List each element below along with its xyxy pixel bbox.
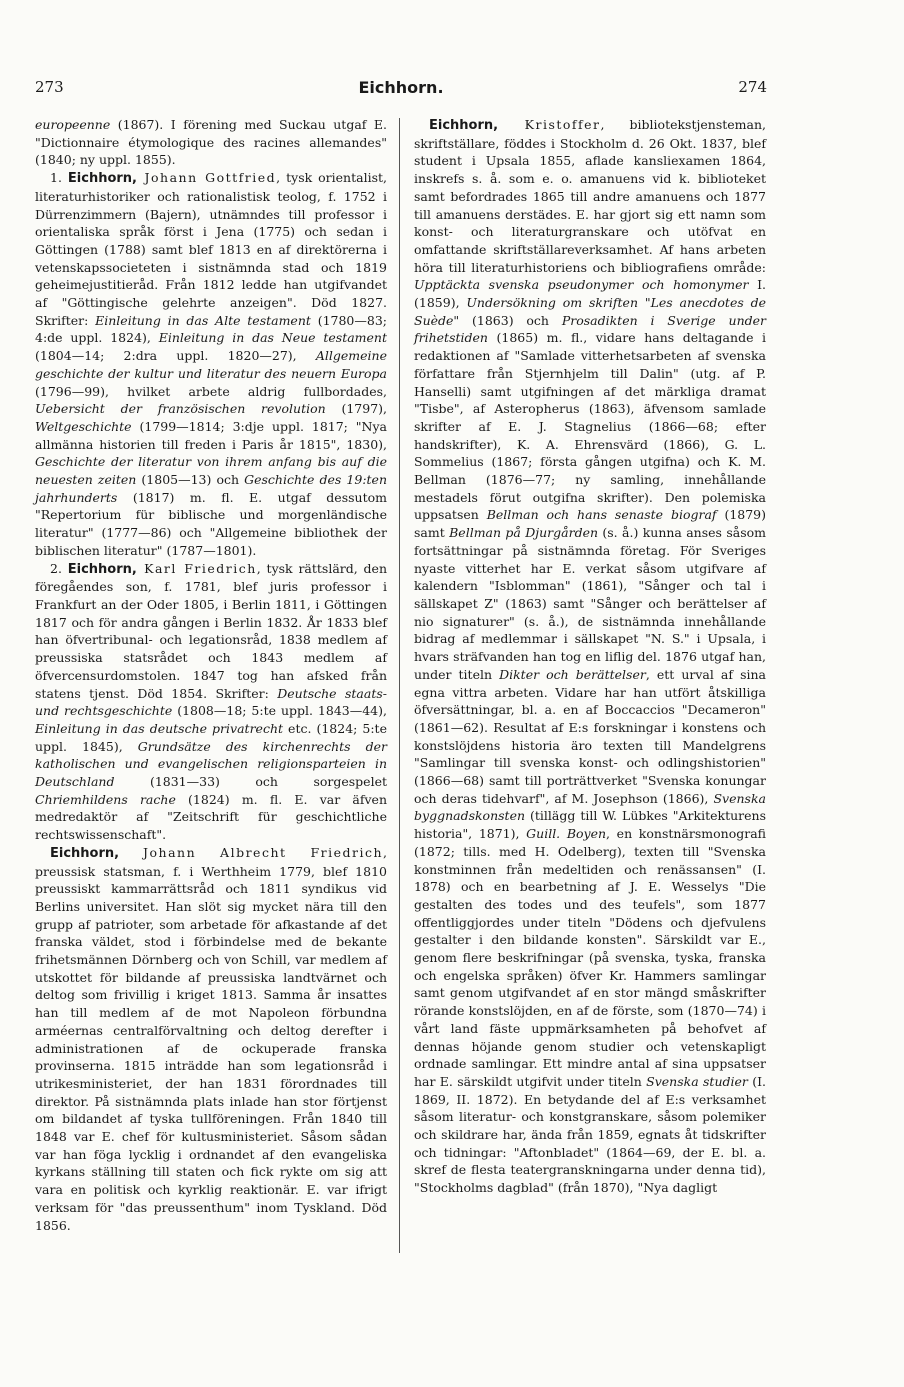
entry-text: (1865) m. fl., vidare hans deltagande i redaktionen af "Samlade vitterhetsarbeten af svenska författare från Stjernhjelm till Dalin" (utg. af P. Hanselli) samt utgifningen af det märkliga dramat "Tisbe", af Asteropherus (1863), äfvensom samlade skrifter af E. J. Stagnelius (1866—68; efter handskrifter), K. A. Ehrensvärd (1866), G. L. Sommelius (1867; första gången utgifna) och K. M. Bellman (1876—77; ny samling, innehållande mestadels förut outgifna skrifter). Den polemiska uppsatsen <box>414 330 766 523</box>
work-title: Bellman och hans senaste biograf <box>486 507 717 523</box>
entry-text: (1780—83; 4:de uppl. 1824), <box>35 312 388 346</box>
entry-given-names: Kristoffer <box>498 117 601 132</box>
work-title: Grundsätze des kirchenrechts der katholischen und evangelischen religionsparteien in Deutschland <box>35 738 387 790</box>
entry-text: etc. (1824; 5:te uppl. 1845), <box>35 720 387 754</box>
entry-text: (1808—18; 5:te uppl. 1843—44), <box>172 703 387 719</box>
entry-headword: Eichhorn, <box>67 561 137 577</box>
entry-text: , tysk rättslärd, den föregåendes son, f. 1781, blef juris professor i Frankfurt an der Oder 1805, i Berlin 1811, i Göttingen 1817 och för andra gången i Berlin 1832. År 1833 blef han öfvertribunal- och legationsråd, 1838 medlem af preussiska statsrådet och 1843 medlem af öfvercensurdomstolen. 1847 tog han afsked från statens tjenst. Död 1854. Skrifter: <box>35 560 387 701</box>
page-number-left: 273 <box>35 78 64 96</box>
entry-text: (tillägg till W. Lübkes "Arkitekturens historia", 1871), <box>414 808 766 842</box>
work-title: Svenska byggnadskonsten <box>414 790 766 824</box>
entry-eichhorn-johann-gottfried <box>35 169 387 559</box>
work-title: Upptäckta svenska pseudonymer och homonymer <box>414 277 749 293</box>
entry-headword: Eichhorn, <box>50 845 120 861</box>
entry-text: (1831—33) och sorgespelet <box>114 774 387 790</box>
entry-text: (1804—14; 2:dra uppl. 1820—27), <box>35 348 316 364</box>
work-title: Weltgeschichte <box>35 418 132 434</box>
work-title: Bellman på Djurgården <box>449 525 599 541</box>
work-title: Einleitung in das Alte testament <box>95 312 311 328</box>
page-number-right: 274 <box>738 78 767 96</box>
entry-text: , bibliotekstjensteman, skriftställare, föddes i Stockholm d. 26 Okt. 1837, blef student i Upsala 1855, aflade kansliexamen 1864, inskrefs s. å. som e. o. amanuens vid k. biblioteket samt befordrades 1865 till andre amanuens och 1877 till amanuens derstädes. E. har gjort sig ett namn som konst- och literaturgranskare och utöfvat en omfattande skriftställareverksamhet. Af hans arbeten höra till literaturhistoriens och bibliografiens område: <box>414 117 766 275</box>
entry-text: , ett urval af sina egna vittra arbeten. Vidare har han utfört åtskilliga öfversättningar, bl. a. en af Boccaccios "Decameron" (1861—62). Resultat af E:s forskningar i konstens och konstslöjdens historia äro texten till Mandelgrens "Samlingar till svenska konst- och odlingshistorien" (1866—68) samt till porträttverket "Svenska konungar och deras tidehvarf", af M. Josephson (1866), <box>414 666 766 806</box>
page-header <box>35 78 767 102</box>
entry-text: (1799—1814; 3:dje uppl. 1817; "Nya allmänna historien till freden i Paris år 1815", 1830), <box>35 418 387 452</box>
work-title: Undersökning om skriften "Les anecdotes de Suède" <box>414 295 766 328</box>
entry-text: , en konstnärsmonografi (1872; tills. med H. Odelberg), texten till "Svenska konstminnen från medeltiden och renässansen" (I. 1878) och en bearbetning af J. E. Wesselys "Die gestalten des todes und des teufels", som 1877 offentliggjordes under titeln "Dödens och djefvulens gestalter i den bildande konsten". Särskildt var E., genom flere beskrifningar (på svenska, tyska, franska och engelska språken) öfver Kr. Hammers samlingar samt genom utgifvandet af en stor mängd småskrifter rörande konstslöjden, en af de förste, som (1870—74) i vårt land fäste uppmärksamheten på behofvet af dennas höjande genom studier och vetenskapligt ordnade samlingar. Ett mindre antal af sina uppsatser har E. särskildt utgifvit under titeln <box>414 826 766 1089</box>
entry-text: (1867). I förening med Suckau utgaf E. "Dictionnaire étymologique des racines allemandes" (1840; ny uppl. 1855). <box>35 117 387 168</box>
entry-text: I. (1859), <box>414 277 766 311</box>
work-title: Svenska studier <box>646 1073 748 1089</box>
right-column <box>414 116 766 1197</box>
column-divider <box>399 118 400 1253</box>
entry-text: (1817) m. fl. E. utgaf dessutom "Repertorium für biblische und morgenländische literatur" (1777—86) och "Allgemeine bibliothek der biblischen literatur" (1787—1801). <box>35 489 387 558</box>
work-title: Allgemeine geschichte der kultur und literatur des neuern Europa <box>35 348 387 381</box>
left-column <box>35 116 387 1234</box>
entry-number: 2. <box>50 560 68 576</box>
entry-given-names: Johann Albrecht Friedrich <box>119 844 384 860</box>
entry-text: (1797), <box>325 401 387 417</box>
italic-text: europeenne <box>35 117 111 132</box>
entry-continuation <box>35 116 387 169</box>
work-title: Prosadikten i Sverige under frihetstiden <box>414 312 766 346</box>
entry-headword: Eichhorn, <box>429 118 499 133</box>
entry-text: (I. 1869, II. 1872). En betydande del af E:s verksamhet såsom literatur- och konstgranskare, såsom polemiker och skildrare har, ända från 1859, egnats åt tidskrifter och tidningar: "Aftonbladet" (1864—69, der E. bl. a. skref de flesta teatergranskningarna under denna tid), "Stockholms dagblad" (från 1870), "Nya dagligt <box>414 1073 766 1196</box>
entry-given-names: Karl Friedrich <box>136 560 257 576</box>
entry-text: , tysk orientalist, literaturhistoriker och rationalistisk teolog, f. 1752 i Dürrenzimmern (Bajern), utnämndes till professor i orientaliska språk först i Jena (1775) och sedan i Göttingen (1788) samt blef 1813 en af direktörerna i vetenskapssocieteten i sistnämnda stad och 1819 geheimejustitieråd. Från 1812 ledde han utgifvandet af "Göttingische gelehrte anzeigen". Död 1827. Skrifter: <box>35 170 387 328</box>
work-title: Einleitung in das deutsche privatrecht <box>35 720 284 736</box>
entry-headword: Eichhorn, <box>67 171 137 187</box>
entry-text: (1824) m. fl. E. var äfven medredaktör af "Zeitschrift für geschichtliche rechtswissenschaft". <box>35 791 387 843</box>
work-title: Geschichte der literatur von ihrem anfang bis auf die neuesten zeiten <box>35 454 387 488</box>
work-title: Uebersicht der französischen revolution <box>35 401 326 417</box>
entry-text: (1879) samt <box>414 507 767 541</box>
entry-text: , preussisk statsman, f. i Werthheim 1779, blef 1810 preussiskt kammarrättsråd och 1811 syndikus vid Berlins universitet. Han slöt sig mycket nära till den grupp af patrioter, som arbetade för afkastande af det franska väldet, stod i förbindelse med de bekante frihetsmännen Dörnberg och von Schill, var medlem af utskottet för bildande af preussiska landtvärnet och deltog som frivillig i kriget 1813. Samma år insattes han till medlem af de mot Napoleon förbundna arméernas centralförvaltning och deltog derefter i administrationen af de ockuperade franska provinserna. 1815 inträdde han som legationsråd i utrikesministeriet, der han 1831 förordnades till direktor. På sistnämnda plats inlade han stor förtjenst om bildandet af tyska tullföreningen. Från 1840 till 1848 var E. chef för kultusministeriet. Såsom sådan var han föga lycklig i ordnandet af den evangeliska kyrkans ställning till staten och fick rykte om sig att vara en politisk och kyrklig reaktionär. E. var ifrigt verksam för "das preussenthum" inom Tyskland. Död 1856. <box>35 844 387 1233</box>
entry-text: (1805—13) och <box>136 472 245 488</box>
entry-eichhorn-johann-albrecht-friedrich <box>35 844 387 1234</box>
entry-text: (s. å.) kunna anses såsom fortsättningar på sistnämnda företag. För Sveriges nyaste vitterhet har E. verkat såsom utgifvare af kalendern "Isblomman" (1861), "Sånger och tal i sällskapet Z" (1863) samt "Sånger och berättelser af nio signaturer" (s. å.), de sistnämnda innehållande bidrag af medlemmar i sällskapet "N. S." i Upsala, i hvars sträfvanden han tog en liflig del. 1876 utgaf han, under titeln <box>414 525 766 682</box>
work-title: Geschichte des 19:ten jahrhunderts <box>35 472 388 505</box>
running-head: Eichhorn. <box>358 78 444 97</box>
work-title: Guill. Boyen <box>526 826 607 842</box>
entry-text: (1796—99), hvilket arbete aldrig fullbordades, <box>35 383 387 399</box>
work-title: Chriemhildens rache <box>35 791 176 807</box>
entry-text: (1863) och <box>459 312 562 328</box>
entry-eichhorn-kristoffer <box>414 116 766 1197</box>
entry-given-names: Johann Gottfried <box>137 170 277 186</box>
work-title: Deutsche staats- und rechtsgeschichte <box>35 685 387 719</box>
work-title: Einleitung in das Neue testament <box>158 330 387 346</box>
entry-eichhorn-karl-friedrich <box>35 560 387 844</box>
entry-number: 1. <box>50 170 68 186</box>
work-title: Dikter och berättelser <box>499 666 646 682</box>
